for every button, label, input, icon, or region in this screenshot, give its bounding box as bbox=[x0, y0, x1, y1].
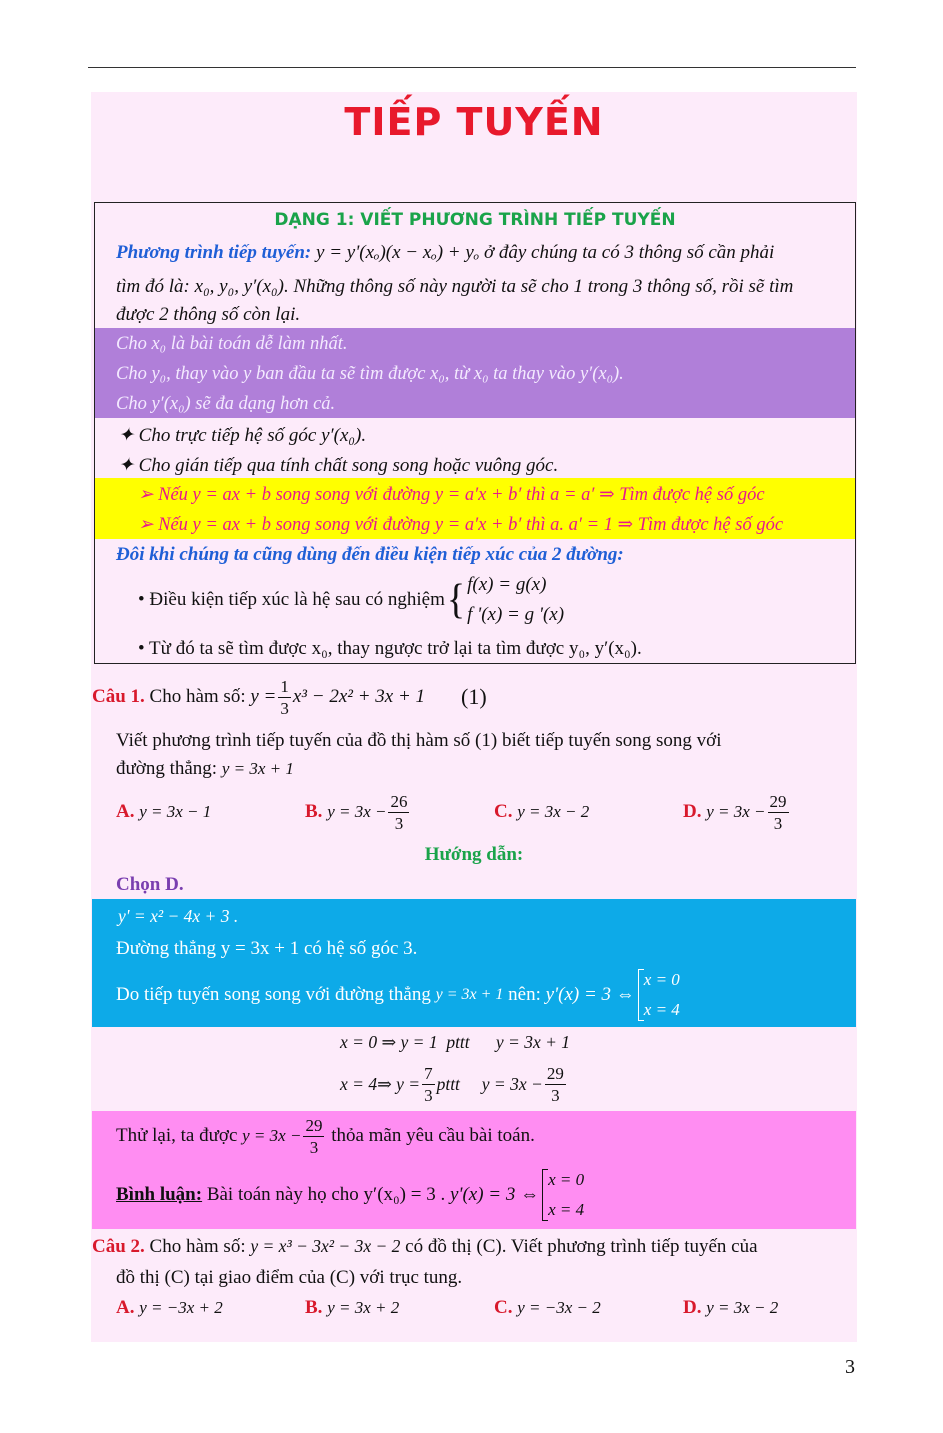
q1-option-b[interactable] bbox=[305, 788, 411, 836]
comment-cases bbox=[548, 1165, 584, 1225]
q2-label: Câu 2. bbox=[92, 1236, 145, 1257]
check-frac bbox=[303, 1117, 324, 1156]
comment-formula: y'(x) = 3 ⇔ bbox=[449, 1184, 540, 1205]
calc-line-1: x = 0 ⇒ y = 1 pttt y = 3x + 1 bbox=[340, 1032, 571, 1052]
page-number: 3 bbox=[845, 1356, 855, 1378]
q1-option-b-text: y = 3x − bbox=[327, 802, 387, 821]
q1-choose: Chọn D. bbox=[116, 874, 184, 895]
q1-option-a[interactable] bbox=[116, 788, 211, 836]
q2-option-c-letter: C. bbox=[494, 1297, 513, 1318]
calc-2-den2: 3 bbox=[551, 1085, 560, 1105]
comment-line bbox=[116, 1166, 584, 1224]
check-text: Thử lại, ta được bbox=[116, 1125, 238, 1146]
q1-option-c[interactable] bbox=[494, 788, 589, 836]
intro-line-1 bbox=[116, 242, 774, 264]
calc-2-num: 7 bbox=[424, 1063, 433, 1083]
q2-text: Cho hàm số: bbox=[149, 1236, 246, 1257]
comment-case-2: x = 4 bbox=[548, 1200, 585, 1219]
q1-option-a-text: y = 3x − 1 bbox=[139, 802, 212, 821]
check-num: 29 bbox=[305, 1115, 323, 1135]
q2-option-b-text: y = 3x + 2 bbox=[327, 1298, 400, 1317]
check-den: 3 bbox=[309, 1137, 319, 1157]
q2-option-a-text: y = −3x + 2 bbox=[139, 1298, 223, 1317]
q1-formula-left: y = bbox=[250, 686, 277, 707]
q1-option-d-letter: D. bbox=[683, 801, 702, 822]
sol-line-3 bbox=[116, 966, 680, 1024]
yellow-line-1: ➢ Nếu y = ax + b song song với đường y = a′x + b′ thì a = a′ ⇒ Tìm được hệ số góc bbox=[138, 485, 765, 505]
final-text: • Từ đó ta sẽ tìm được x₀, thay ngược trở lại ta tìm được y₀, y′(x₀). bbox=[138, 638, 642, 659]
q1-option-c-text: y = 3x − 2 bbox=[517, 802, 590, 821]
purple-line-3: Cho y′(x₀) sẽ đa dạng hơn cả. bbox=[116, 394, 336, 414]
q2-option-d-text: y = 3x − 2 bbox=[706, 1298, 779, 1317]
q1-desc-formula: y = 3x + 1 bbox=[221, 759, 294, 778]
q1-option-d-frac bbox=[768, 793, 789, 832]
q1-tag: (1) bbox=[461, 684, 487, 709]
q1-guide-heading: Hướng dẫn: bbox=[424, 844, 524, 865]
comment-label: Bình luận: bbox=[116, 1184, 203, 1205]
q2-option-a[interactable] bbox=[116, 1297, 223, 1319]
q1-option-b-letter: B. bbox=[305, 801, 323, 822]
brace-symbol: { bbox=[446, 576, 466, 624]
q1-label: Câu 1. bbox=[92, 686, 145, 707]
condition-system bbox=[467, 570, 564, 630]
q1-text: Cho hàm số: bbox=[149, 686, 246, 707]
q1-option-d[interactable] bbox=[683, 788, 791, 836]
calc-2-num2: 29 bbox=[546, 1063, 564, 1083]
sol-line-3-text: Do tiếp tuyến song song với đường thẳng bbox=[116, 984, 431, 1005]
q1-option-b-frac bbox=[388, 793, 409, 832]
yellow-line-2: ➢ Nếu y = ax + b song song với đường y = a′x + b′ thì a. a′ = 1 ⇒ Tìm được hệ số góc bbox=[138, 515, 784, 535]
q1-frac-den: 3 bbox=[280, 698, 289, 718]
q1-header bbox=[92, 672, 487, 722]
tangent-note: Đôi khi chúng ta cũng dùng đến điều kiện tiếp xúc của 2 đường: bbox=[116, 544, 624, 565]
sol-case-1: x = 0 bbox=[643, 970, 680, 989]
sol-line-2: Đường thẳng y = 3x + 1 có hệ số góc 3. bbox=[116, 938, 418, 959]
purple-line-2: Cho y₀, thay vào y ban đầu ta sẽ tìm được x₀, từ x₀ ta thay vào y′(x₀). bbox=[116, 364, 624, 384]
sol-line-3-tail: nên: bbox=[508, 984, 541, 1005]
purple-line-1: Cho x₀ là bài toán dễ làm nhất. bbox=[116, 334, 348, 354]
sol-line-3-formula: y = 3x + 1 bbox=[435, 986, 504, 1003]
q2-option-d[interactable] bbox=[683, 1297, 778, 1319]
intro-rest: ở đây chúng ta có 3 thông số cần phải bbox=[479, 242, 775, 263]
q1-desc-text: đường thẳng: bbox=[116, 758, 218, 779]
intro-label: Phương trình tiếp tuyến: bbox=[116, 242, 312, 263]
intro-line-3: được 2 thông số còn lại. bbox=[116, 304, 301, 325]
condition-row bbox=[138, 570, 564, 630]
q1-option-d-text: y = 3x − bbox=[706, 802, 766, 821]
q1-desc-line-1: Viết phương trình tiếp tuyến của đồ thị hàm số (1) biết tiếp tuyến song song với bbox=[116, 730, 722, 751]
check-tail: thỏa mãn yêu cầu bài toán. bbox=[331, 1125, 535, 1146]
calc-2-frac2 bbox=[545, 1065, 566, 1104]
q2-option-c[interactable] bbox=[494, 1297, 601, 1319]
q1-option-c-letter: C. bbox=[494, 801, 513, 822]
q1-desc-line-2 bbox=[116, 758, 294, 780]
q2-header bbox=[92, 1236, 758, 1258]
bullet-2: ✦ Cho gián tiếp qua tính chất song song hoặc vuông góc. bbox=[118, 455, 559, 476]
calc-line-2 bbox=[340, 1060, 568, 1108]
condition-eq-2: f '(x) = g '(x) bbox=[467, 604, 565, 625]
check-line bbox=[116, 1112, 535, 1160]
q2-option-c-text: y = −3x − 2 bbox=[517, 1298, 601, 1317]
header-rule bbox=[88, 67, 856, 68]
q1-option-b-den: 3 bbox=[394, 813, 404, 833]
calc-2-den: 3 bbox=[424, 1085, 433, 1105]
q1-option-d-num: 29 bbox=[769, 791, 787, 811]
page-title: TIẾP TUYẾN bbox=[344, 100, 604, 144]
q2-formula: y = x³ − 3x² − 3x − 2 bbox=[250, 1236, 401, 1256]
q1-option-d-den: 3 bbox=[773, 813, 783, 833]
q2-option-a-letter: A. bbox=[116, 1297, 135, 1318]
q2-rest: có đồ thị (C). Viết phương trình tiếp tuyến của bbox=[405, 1236, 758, 1257]
q1-fraction bbox=[278, 678, 291, 717]
comment-case-1: x = 0 bbox=[548, 1170, 585, 1189]
sol-case-2: x = 4 bbox=[643, 1000, 680, 1019]
q2-option-b-letter: B. bbox=[305, 1297, 323, 1318]
intro-formula: y = y'(xₒ)(x − xₒ) + yₒ bbox=[316, 242, 480, 263]
sol-cases bbox=[644, 965, 680, 1025]
sol-line-1: y' = x² − 4x + 3 . bbox=[118, 906, 239, 926]
check-formula: y = 3x − bbox=[242, 1126, 302, 1145]
q2-line-2: đồ thị (C) tại giao điểm của (C) với trục tung. bbox=[116, 1267, 463, 1288]
condition-eq-1: f(x) = g(x) bbox=[467, 574, 547, 595]
sol-derivative-eq: y'(x) = 3 ⇔ bbox=[545, 984, 635, 1005]
intro-line-2: tìm đó là: x₀, y₀, y′(x₀). Những thông số này người ta sẽ cho 1 trong 3 thông số, rồi sẽ tìm bbox=[116, 276, 794, 297]
calc-2-frac bbox=[422, 1065, 435, 1104]
q1-option-b-num: 26 bbox=[390, 791, 408, 811]
bullet-1: ✦ Cho trực tiếp hệ số góc y′(x₀). bbox=[118, 425, 367, 446]
condition-text: • Điều kiện tiếp xúc là hệ sau có nghiệm bbox=[138, 589, 445, 610]
section-heading: DẠNG 1: VIẾT PHƯƠNG TRÌNH TIẾP TUYẾN bbox=[274, 210, 676, 230]
calc-2-left: x = 4⇒ y = bbox=[340, 1073, 421, 1094]
q2-option-d-letter: D. bbox=[683, 1297, 702, 1318]
q1-frac-num: 1 bbox=[280, 676, 289, 696]
q1-option-a-letter: A. bbox=[116, 801, 135, 822]
q2-option-b[interactable] bbox=[305, 1297, 399, 1319]
q1-formula-right: x³ − 2x² + 3x + 1 bbox=[292, 686, 426, 707]
comment-text: Bài toán này họ cho y′(x₀) = 3 . bbox=[206, 1184, 446, 1205]
calc-2-right: pttt y = 3x − bbox=[436, 1073, 543, 1094]
